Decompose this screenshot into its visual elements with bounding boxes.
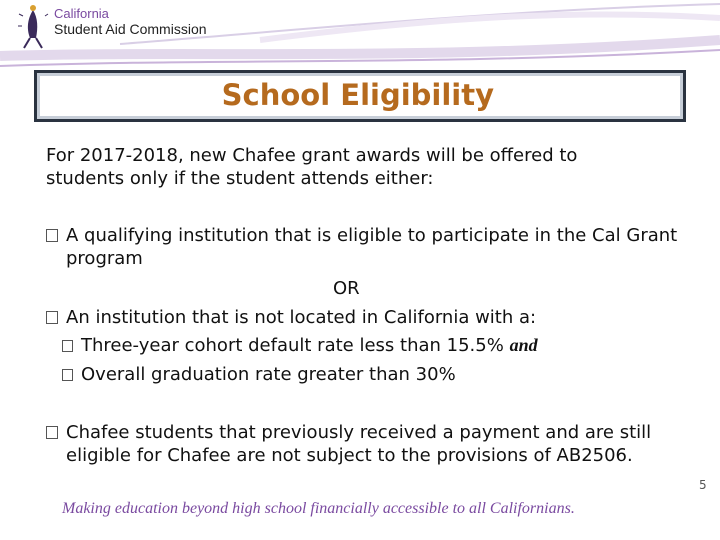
sub-bullet-text: Overall graduation rate greater than 30% [81, 364, 456, 385]
bullet-qualifying-institution [46, 224, 696, 270]
checkbox-bullet-icon [46, 229, 58, 242]
bullet-text: A qualifying institution that is eligible to participate in the Cal Grant program [66, 225, 678, 269]
and-connector: and [509, 335, 538, 355]
bullet-text: Chafee students that previously received a payment and are still eligible for Chafee are not subject to the provisions of AB2506. [66, 422, 652, 466]
bullet-out-of-state-institution [46, 306, 676, 329]
checkbox-bullet-icon [62, 369, 73, 381]
org-name-line2: Student Aid Commission [54, 21, 207, 37]
slide-title: School Eligibility [221, 78, 494, 112]
org-name-line1: California [54, 6, 109, 21]
sub-bullet-text: Three-year cohort default rate less than 15.5% [81, 335, 504, 356]
bullet-previous-chafee [46, 421, 716, 467]
page-number: 5 [699, 478, 707, 492]
bullet-text: An institution that is not located in California with a: [66, 307, 537, 328]
checkbox-bullet-icon [62, 340, 73, 352]
or-separator: OR [333, 278, 360, 299]
sub-bullet-graduation-rate [62, 363, 456, 386]
checkbox-bullet-icon [46, 426, 58, 439]
footer-tagline: Making education beyond high school financially accessible to all Californians. [62, 500, 575, 517]
sub-bullet-default-rate [62, 334, 538, 357]
commission-logo-icon [16, 4, 50, 54]
checkbox-bullet-icon [46, 311, 58, 324]
intro-text: For 2017-2018, new Chafee grant awards will be offered to students only if the student attends either: [46, 145, 578, 189]
